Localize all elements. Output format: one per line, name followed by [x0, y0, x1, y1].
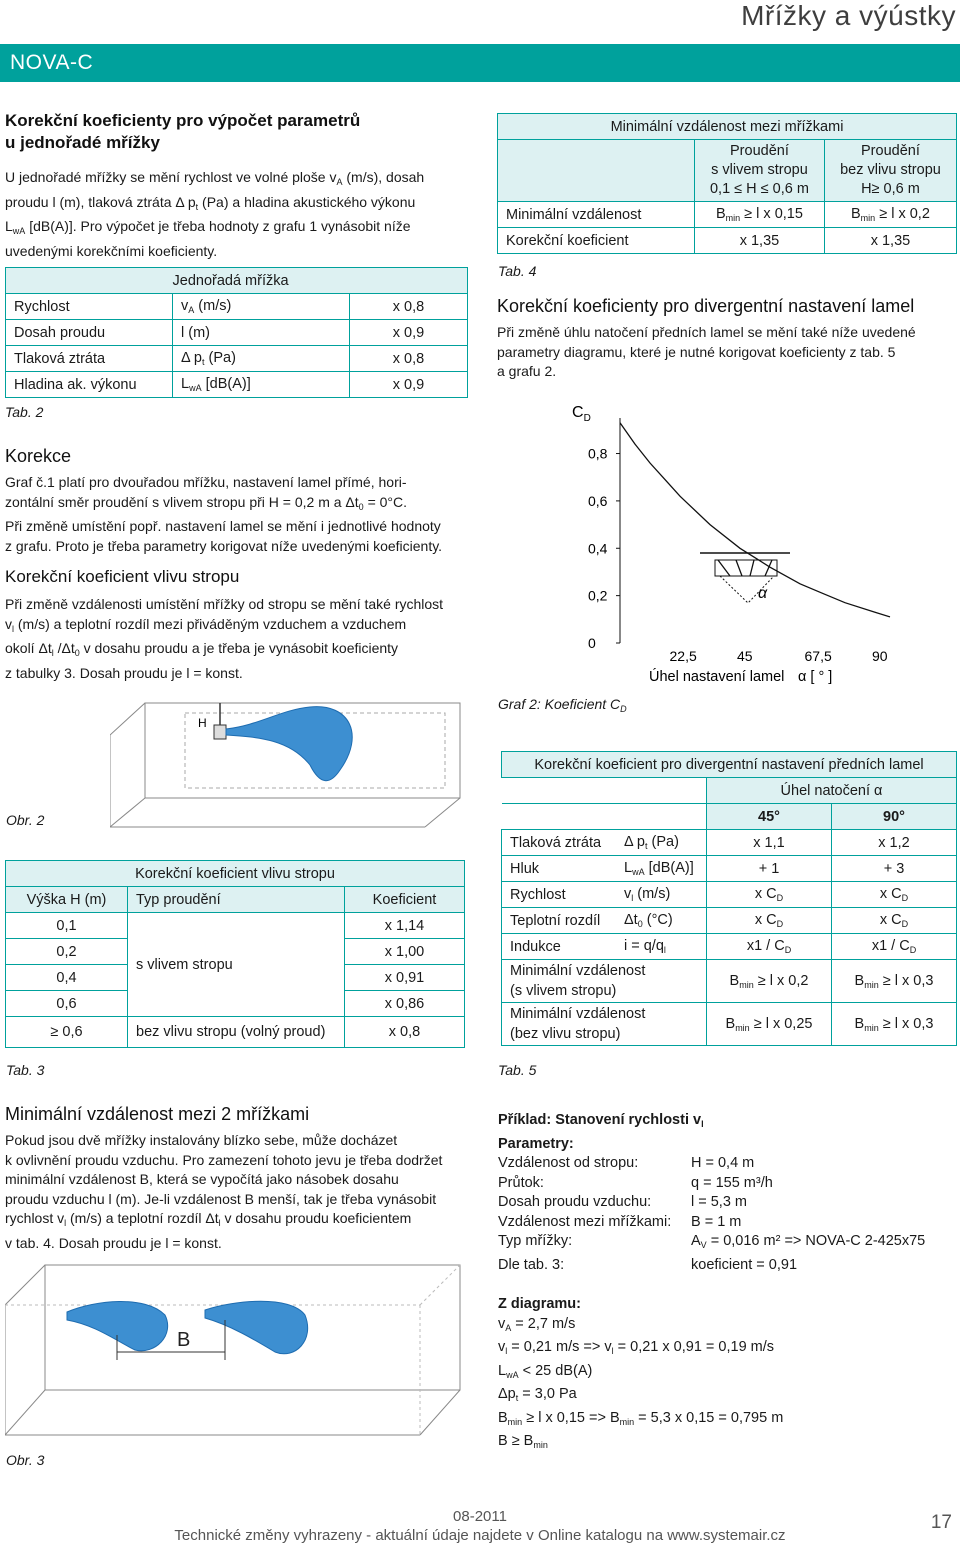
fig2-illustration	[110, 695, 465, 835]
diverg-text: Při změně úhlu natočení předních lamel se mění také níže uvedené parametry diagramu, které je nutné korigovat koeficienty z tab. 5 a grafu 2.	[497, 324, 916, 379]
chart-curve	[620, 423, 890, 617]
fig3-illustration	[5, 1260, 465, 1440]
tab5-cell: $L_{wA}$ [dB(A)]	[616, 856, 707, 882]
tab5-cell: $B_{min} \ge l$ x 0,2	[707, 960, 832, 1003]
example-z-line: $B_{min} \ge l$ x $0,15 => B_{min} = 5,3$ x 0,15 = 0,795 m	[498, 1409, 784, 1427]
tab5-cell: Minimální vzdálenost (s vlivem stropu)	[502, 960, 707, 1003]
product-banner	[0, 44, 960, 82]
tab5-cell: $v_l$ (m/s)	[616, 882, 707, 908]
tab3-cell: 0,1	[6, 913, 128, 939]
example-params: Parametry:	[498, 1135, 574, 1152]
example-row: Vzdálenost od stropu: H = 0,4 m	[498, 1155, 755, 1171]
fig2-caption: Obr. 2	[6, 812, 45, 828]
tab5-cell: Indukce	[502, 934, 617, 960]
tab3-cell: x 0,91	[345, 965, 465, 991]
tab2-cell: Dosah proudu	[6, 320, 173, 346]
tab3-cell: 0,2	[6, 939, 128, 965]
example-row: Dle tab. 3: koeficient = 0,91	[498, 1256, 798, 1273]
tab4-cell: Minimální vzdálenost	[498, 202, 695, 228]
tab5-cell: x $C_D$	[832, 882, 957, 908]
tab2-cell: $v_A$ (m/s)	[173, 294, 350, 320]
tab5-cell: + 1	[707, 856, 832, 882]
example-z-line: $\Delta p_t = 3,0$ Pa	[498, 1386, 577, 1403]
tab2-cell: $L_{wA}$ [dB(A)]	[173, 372, 350, 398]
tab5-cell: Minimální vzdálenost (bez vlivu stropu)	[502, 1003, 707, 1046]
tab5-cell: + 3	[832, 856, 957, 882]
tab2-cell: x 0,9	[350, 372, 468, 398]
tab3-table	[5, 860, 465, 1048]
tab5-cell: $i = q/q_l$	[616, 934, 707, 960]
tab4-cell: $B_{min} \ge l$ x 0,2	[824, 202, 956, 228]
chart-x-tick-label: 90	[872, 648, 888, 664]
tab3-cell: 0,4	[6, 965, 128, 991]
footer-date: 08-2011	[453, 1508, 507, 1525]
tab3-header: Typ proudění	[128, 887, 345, 913]
fig3-label: B	[177, 1329, 191, 1351]
product-name: NOVA-C	[10, 51, 94, 74]
tab5-cell: $B_{min} \ge l$ x 0,25	[707, 1003, 832, 1046]
tab2-cell: x 0,8	[350, 294, 468, 320]
tab3-caption: Tab. 3	[6, 1062, 45, 1078]
tab2-cell: l (m)	[173, 320, 350, 346]
tab3-cell: x 0,86	[345, 991, 465, 1017]
chart-xlabel: Úhel nastavení lamel	[649, 669, 785, 685]
chart-y-tick-label: 0,4	[588, 540, 608, 557]
tab5-cell: Rychlost	[502, 882, 617, 908]
chart-graf2	[560, 400, 905, 695]
footer-note: Technické změny vyhrazeny - aktuální údaje najdete v Online katalogu na www.systemair.cz	[174, 1527, 786, 1544]
chart-y-tick-label: 0,8	[588, 445, 608, 462]
example-z-line: $B \ge B_{min}$	[498, 1433, 548, 1450]
tab3-cell: 0,6	[6, 991, 128, 1017]
tab5-title: Korekční koeficient pro divergentní nastavení předních lamel	[502, 752, 957, 778]
tab3-header: Koeficient	[345, 887, 465, 913]
tab5-cell: $x1 / C_D$	[832, 934, 957, 960]
tab2-cell: x 0,8	[350, 346, 468, 372]
tab3-cell: x 0,8	[345, 1017, 465, 1048]
tab4-header: Proudění s vlivem stropu 0,1 ≤ H ≤ 0,6 m	[695, 140, 825, 202]
strop-title: Korekční koeficient vlivu stropu	[5, 567, 240, 586]
section-title: Korekční koeficienty pro výpočet parametrů u jednořadé mřížky	[5, 111, 361, 152]
example-row: Průtok: q = 155 m³/h	[498, 1174, 773, 1191]
korekce-text: Graf č.1 platí pro dvouřadou mřížku, nastavení lamel přímé, hori- zontální směr proudění s vlivem stropu při H = 0,2 m a $\Delta t_0 = 0^\circ C$. Při změně umístění popř. nastavení lamel se mění i jednotlivé hodnoty z grafu. Proto je třeba parametry korigovat níže uvedenými koeficienty.	[5, 474, 443, 554]
tab2-cell: x 0,9	[350, 320, 468, 346]
chart-y-tick-label: 0,6	[588, 492, 608, 509]
tab4-cell: Korekční koeficient	[498, 228, 695, 254]
example-row: Vzdálenost mezi mřížkami: B = 1 m	[498, 1213, 742, 1230]
tab3-header: Výška H (m)	[6, 887, 128, 913]
tab3-cell: ≥ 0,6	[6, 1017, 128, 1048]
tab5-caption: Tab. 5	[498, 1062, 537, 1078]
section-koeficienty	[5, 110, 465, 261]
chart-x-tick-label: 22,5	[669, 648, 697, 664]
fig2-label: H	[198, 716, 207, 730]
tab5-cell: x $C_D$	[832, 908, 957, 934]
tab3-title: Korekční koeficient vlivu stropu	[6, 861, 465, 887]
tab5-cell: Tlaková ztráta	[502, 830, 617, 856]
tab2-cell: Hladina ak. výkonu	[6, 372, 173, 398]
tab5-table	[501, 751, 957, 1046]
tab2-caption: Tab. 2	[5, 404, 44, 420]
chart-y-tick-label: 0,2	[588, 587, 608, 604]
chart-inset-lamel	[700, 553, 790, 603]
tab5-angle-header: Úhel natočení α	[707, 778, 957, 804]
tab4-cell: x 1,35	[824, 228, 956, 254]
tab2-cell: Tlaková ztráta	[6, 346, 173, 372]
tab3-cell: x 1,00	[345, 939, 465, 965]
tab4-cell: x 1,35	[695, 228, 825, 254]
tab4-title: Minimální vzdálenost mezi mřížkami	[498, 114, 957, 140]
page-number: 17	[930, 1512, 952, 1533]
section-strop	[5, 567, 468, 683]
chart-inset-alpha: α	[758, 585, 768, 602]
tab3-cell: bez vlivu stropu (volný proud)	[128, 1017, 345, 1048]
example-block	[498, 1111, 958, 1456]
tab5-cell: $B_{min} \ge l$ x 0,3	[832, 960, 957, 1003]
tab5-cell: x 1,2	[832, 830, 957, 856]
chart-y-tick-label: 0	[588, 635, 596, 651]
tab5-cell: $B_{min} \ge l$ x 0,3	[832, 1003, 957, 1046]
tab2-title: Jednořadá mřížka	[172, 272, 289, 289]
tab2-table	[5, 267, 468, 398]
tab5-cell: Δ $p_t$ (Pa)	[616, 830, 707, 856]
tab5-cell: $x1 / C_D$	[707, 934, 832, 960]
tab4-header: Proudění bez vlivu stropu H≥ 0,6 m	[824, 140, 956, 202]
section-min2	[5, 1104, 466, 1253]
section-text: U jednořadé mřížky se mění rychlost ve volné ploše $v_A$ (m/s), dosah proudu l (m), tlaková ztráta Δ $p_t$ (Pa) a hladina akustického výkonu $L_{wA}$ [dB(A)]. Pro výpočet je třeba hodnoty z grafu 1 vynásobit níže uvedenými korekčními koeficienty.	[5, 169, 425, 259]
example-title: Příklad: Stanovení rychlosti $v_l$	[498, 1112, 704, 1129]
strop-text: Při změně vzdálenosti umístění mřížky od stropu se mění také rychlost $v_l$ (m/s) a teplotní rozdíl mezi přiváděným vzduchem a vzduchem okolí $\Delta t_l$ $/\Delta t_0$ v dosahu proudu a je třeba je vynásobit koeficienty z tabulky 3. Dosah proudu je l = konst.	[5, 596, 444, 681]
tab5-cell: x $C_D$	[707, 882, 832, 908]
tab5-cell: $\Delta t_0$ (°C)	[616, 908, 707, 934]
min2-text: Pokud jsou dvě mřížky instalovány blízko sebe, může docházet k ovlivnění proudu vzduchu. Pro zamezení tohoto jevu je třeba dodržet minimální vzdálenost B, která se vypočítá jako násobek dosahu proudu vzduchu l (m). Je-li vzdálenost B menší, tak je třeba vynásobit rychlost $v_l$ (m/s) a teplotní rozdíl $\Delta t_l$ v dosahu proudu koeficientem v tab. 4. Dosah proudu je l = konst.	[5, 1132, 443, 1251]
tab5-cell: x 1,1	[707, 830, 832, 856]
tab5-cell: Teplotní rozdíl	[502, 908, 617, 934]
tab3-cell: x 1,14	[345, 913, 465, 939]
tab4-caption: Tab. 4	[498, 263, 537, 279]
tab2-cell: Δ $p_t$ (Pa)	[173, 346, 350, 372]
example-z-line: $v_A = 2,7$ m/s	[498, 1315, 576, 1333]
diverg-title: Korekční koeficienty pro divergentní nastavení lamel	[497, 296, 915, 316]
korekce-title: Korekce	[5, 446, 72, 466]
chart-x-tick-label: 67,5	[804, 648, 832, 664]
example-rows	[498, 1154, 958, 1275]
tab3-cell: s vlivem stropu	[128, 913, 345, 1017]
example-z-line: $v_l = 0,21$ $m/s => v_l = 0,21$ x 0,91 = 0,19 m/s	[498, 1339, 775, 1356]
tab5-cell: Hluk	[502, 856, 617, 882]
section-korekce	[5, 446, 468, 556]
tab5-angle-45: 45°	[707, 804, 832, 830]
min2-title: Minimální vzdálenost mezi 2 mřížkami	[5, 1104, 310, 1124]
chart-x-tick-label: 45	[737, 648, 753, 664]
example-z-title: Z diagramu:	[498, 1296, 581, 1312]
tab4-table	[497, 113, 957, 254]
chart-caption: Graf 2: Koeficient $C_D$	[498, 696, 627, 714]
page-title: Mřížky a výústky	[741, 0, 956, 31]
tab5-cell: x $C_D$	[707, 908, 832, 934]
example-row: Typ mřížky: $A_V = 0,016$ m² => NOVA-C 2-425x75	[498, 1233, 926, 1250]
example-z-line: $L_{wA} < 25$ dB(A)	[498, 1362, 593, 1380]
fig3-caption: Obr. 3	[6, 1452, 45, 1468]
example-row: Dosah proudu vzduchu: l = 5,3 m	[498, 1194, 748, 1210]
tab2-cell: Rychlost	[6, 294, 173, 320]
tab5-angle-90: 90°	[832, 804, 957, 830]
tab4-cell: $B_{min} \ge l$ x 0,15	[695, 202, 825, 228]
chart-xunit: α [ ° ]	[798, 669, 833, 685]
chart-ylabel: $C_D$	[572, 404, 591, 424]
section-diverg	[497, 296, 957, 382]
